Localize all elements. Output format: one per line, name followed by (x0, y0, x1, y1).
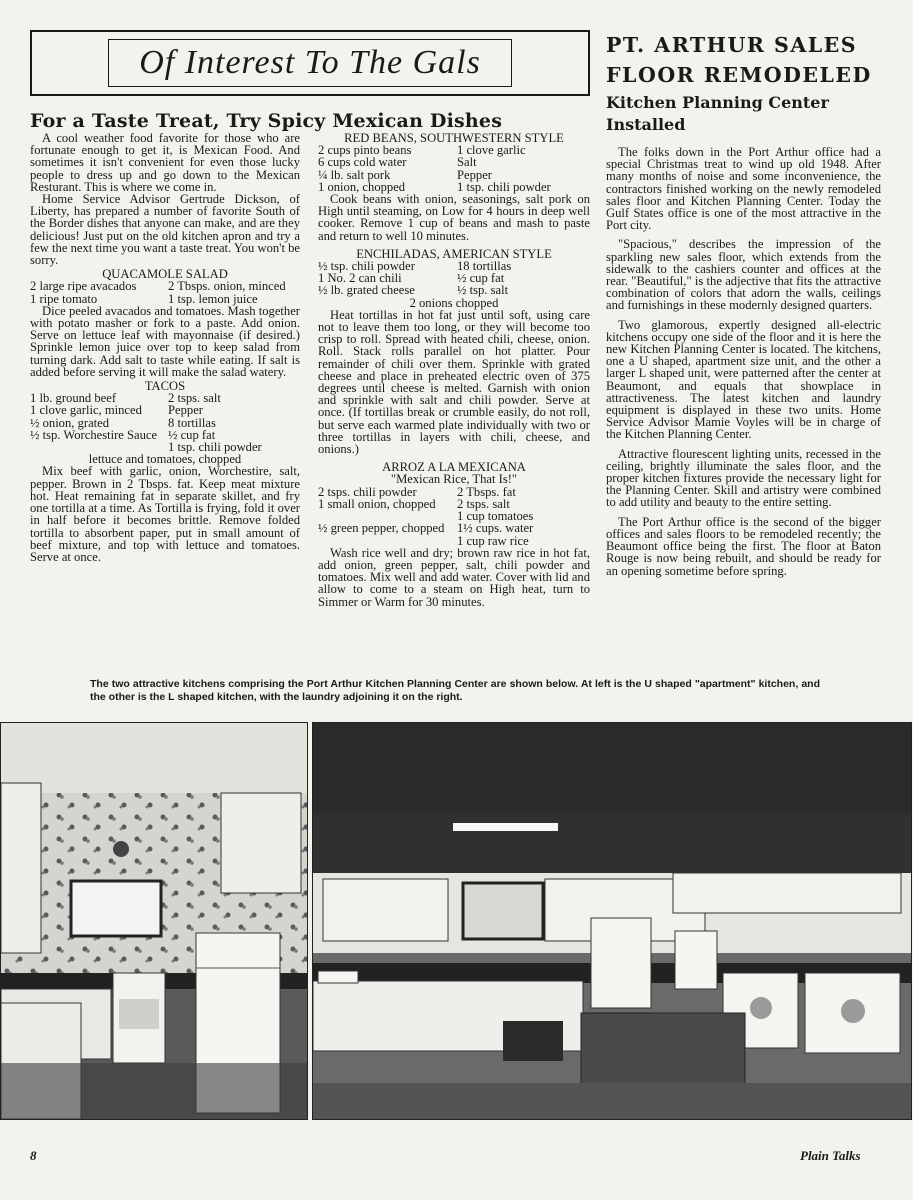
ingredient: 6 cups cold water (318, 155, 407, 170)
recipe-method: Heat tortillas in hot fat just until soft, using care not to leave them too long, or they will become too crisp to roll. Spread with heated chili, cheese, onion. Roll. Stack rolls parallel on hot platter. Pour remainder of chili over them. Sprinkle with grated cheese and place in preheated electric oven of 375 degrees until cheese is melted. Garnish with onion and sprinkle with salt and chili powder. Serve at once. (If tortillas break or crumble easily, do not roll, but serve each warmed plate individually with two or three tortillas in layers with chili, cheese, and onions.) (318, 307, 590, 457)
ingredient: 1½ cups. water (457, 521, 534, 536)
ingredient: 1 cup raw rice (457, 533, 529, 548)
ingredient: 2 cups pinto beans (318, 143, 412, 158)
recipe-title: QUACAMOLE SALAD (102, 267, 228, 282)
page-number: 8 (30, 1148, 37, 1163)
side-subhead: Kitchen Planning Center Installed (606, 93, 829, 134)
recipe-title: TACOS (144, 379, 186, 394)
ingredient: 2 tsps. salt (457, 496, 510, 511)
photo-caption: The two attractive kitchens comprising the Port Arthur Kitchen Planning Center are shown below. At left is the U shaped "apartment" kitchen, and the other is the L shaped kitchen, with the laundry adjoining it on the right. (90, 678, 820, 703)
ingredient-list (318, 260, 590, 309)
ingredient: 1 tsp. chili powder (457, 179, 551, 194)
recipe-method: Cook beans with onion, seasonings, salt pork on High until steaming, on Low for 4 hours in deep well cooker. Remove 1 cup of beans and mash to paste and return to well 10 minutes. (318, 192, 590, 243)
ingredient: 1 tsp. lemon juice (168, 291, 258, 306)
ingredient: ½ cup fat (168, 427, 216, 442)
ingredient-list (30, 280, 300, 304)
ingredient: ½ lb. grated cheese (318, 283, 415, 298)
recipe-title: RED BEANS, SOUTHWESTERN STYLE (344, 131, 564, 145)
l-kitchen-photo (312, 722, 912, 1120)
magazine-name: Plain Talks (800, 1148, 861, 1163)
ingredient: 2 Tbsps. fat (457, 484, 516, 499)
ingredient: ½ tsp. chili powder (318, 259, 415, 274)
side-paragraph: Attractive flourescent lighting units, recessed in the ceiling, brightly illuminate the sales floor, and the proper kitchen fixtures provide the necessary light for the Planning Center. Skill and artistry were combined to add utility and beauty to the entire setting. (606, 446, 881, 510)
column-2 (318, 132, 590, 608)
banner-title: Of Interest To The Gals (108, 39, 512, 87)
ingredient: Pepper (457, 167, 492, 182)
intro-paragraph: A cool weather food favorite for those who are fortunate enough to get it, is Mexican Food. And sometimes it isn't convenient for even those lucky people to dress up and go down to the Mexican Resturant. This is where we come in. (30, 131, 300, 194)
recipe-title: ARROZ A LA MEXICANA (382, 460, 526, 475)
ingredient (318, 535, 451, 547)
side-paragraph: Two glamorous, expertly designed all-electric kitchens occupy one side of the floor and it is here the new Kitchen Planning Center is located. The kitchens, one a U shaped, apartment size unit, and the other a larger L shaped unit, were patterned after the center at Beaumont, and equals that showplace in attractiveness. The latest kitchen and laundry equipment is displayed in these two units. Home Service Advisor Mamie Voyles will be in charge of the Kitchen Planning Center. (606, 317, 881, 442)
recipe-title: ENCHILADAS, AMERICAN STYLE (356, 246, 552, 261)
ingredient: 1 cup tomatoes (457, 509, 534, 524)
ingredient: ½ cup fat (457, 271, 505, 286)
ingredient-list (30, 392, 300, 465)
ingredient: 1 clove garlic (457, 143, 526, 158)
ingredient: ¼ lb. salt pork (318, 167, 391, 182)
ingredient: 2 large ripe avacados (30, 279, 137, 294)
ingredient: ½ green pepper, chopped (318, 521, 445, 536)
ingredient: 8 tortillas (168, 415, 216, 430)
side-headline: PT. ARTHUR SALES FLOOR REMODELED (606, 33, 872, 87)
ingredient: 2 onions chopped (409, 295, 499, 310)
side-paragraph: The folks down in the Port Arthur office had a special Christmas treat to wind up old 1948. After many months of noise and some inconvenience, the contractors finished working on the newly remodeled sales floor and Kitchen Planning Center. Today the Gulf States office is one of the most attractive in the Port city. (606, 145, 881, 233)
ingredient: Pepper (168, 403, 203, 418)
article-headline: For a Taste Treat, Try Spicy Mexican Dishes (30, 110, 503, 132)
ingredient: 1 tsp. chili powder (168, 440, 262, 455)
ingredient: 1 ripe tomato (30, 291, 98, 306)
recipe-method: Wash rice well and dry; brown raw rice in hot fat, add onion, green pepper, salt, chili powder and tomatoes. Mix well and add water. Cover with lid and allow to come to a steam on High heat, turn to Simmer or Warm for 30 minutes. (318, 545, 590, 609)
side-paragraph: The Port Arthur office is the second of the bigger offices and sales floors to be remodeled recently; the Beaumont office being the first. The floor at Baton Rouge is now being rebuilt, and should be ready for an opening sometime before spring. (606, 514, 881, 578)
recipe-subtitle: "Mexican Rice, That Is!" (390, 472, 518, 487)
column-1 (30, 132, 300, 563)
ingredient: Salt (457, 155, 477, 170)
ingredient: ½ onion, grated (30, 415, 110, 430)
ingredient-list (318, 486, 590, 547)
banner-box (30, 30, 590, 96)
ingredient: 1 small onion, chopped (318, 496, 436, 511)
intro-paragraph: Home Service Advisor Gertrude Dickson, of Liberty, has prepared a number of favorite South of the Border dishes that anyone can make, and are they delicious! Just put on the old kitchen apron and try a few the next time you want a taste treat. You won't be sorry. (30, 192, 300, 268)
ingredient: 1 lb. ground beef (30, 391, 117, 406)
ingredient: lettuce and tomatoes, chopped (88, 452, 242, 467)
ingredient: ½ tsp. salt (457, 283, 509, 298)
ingredient: 1 No. 2 can chili (318, 271, 402, 286)
recipe-method: Dice peeled avacados and tomatoes. Mash together with potato masher or fork to a paste. Add onion. Serve on lettuce leaf with mayonnaise (if desired.) Sprinkle lemon juice over top to keep salad from turning dark. Add salt to taste while eating. If salt is added before serving it will make the salad watery. (30, 303, 300, 379)
u-kitchen-photo (0, 722, 308, 1120)
side-paragraph: "Spacious," describes the impression of the sparkling new sales floor, which extends from the sidewalk to the cashiers counter and offices at the rear. "Beautiful," is the adjective that fits the attractive combination of colors that adorn the walls, ceilings and furnishings in these modernly designed quarters. (606, 237, 881, 313)
ingredient: 1 onion, chopped (318, 179, 406, 194)
column-3 (606, 146, 881, 584)
ingredient: 1 clove garlic, minced (30, 403, 142, 418)
ingredient-list (318, 144, 590, 193)
ingredient: 2 tsps. chili powder (318, 484, 417, 499)
recipe-method: Mix beef with garlic, onion, Worchestire, salt, pepper. Brown in 2 Tbsps. fat. Keep meat mixture hot. Heat remaining fat in separate skillet, and fry one tortilla at a time. As Tortilla is frying, fold it over in half before it becomes brittle. Remove folded tortilla to absorbent paper, put in small amount of beef mixture, and top with lettuce and tomatoes. Serve at once. (30, 464, 300, 564)
ingredient: 2 tsps. salt (168, 391, 221, 406)
ingredient: 18 tortillas (457, 259, 512, 274)
ingredient: 2 Tbsps. onion, minced (168, 279, 286, 294)
ingredient: ½ tsp. Worchestire Sauce (30, 427, 158, 442)
